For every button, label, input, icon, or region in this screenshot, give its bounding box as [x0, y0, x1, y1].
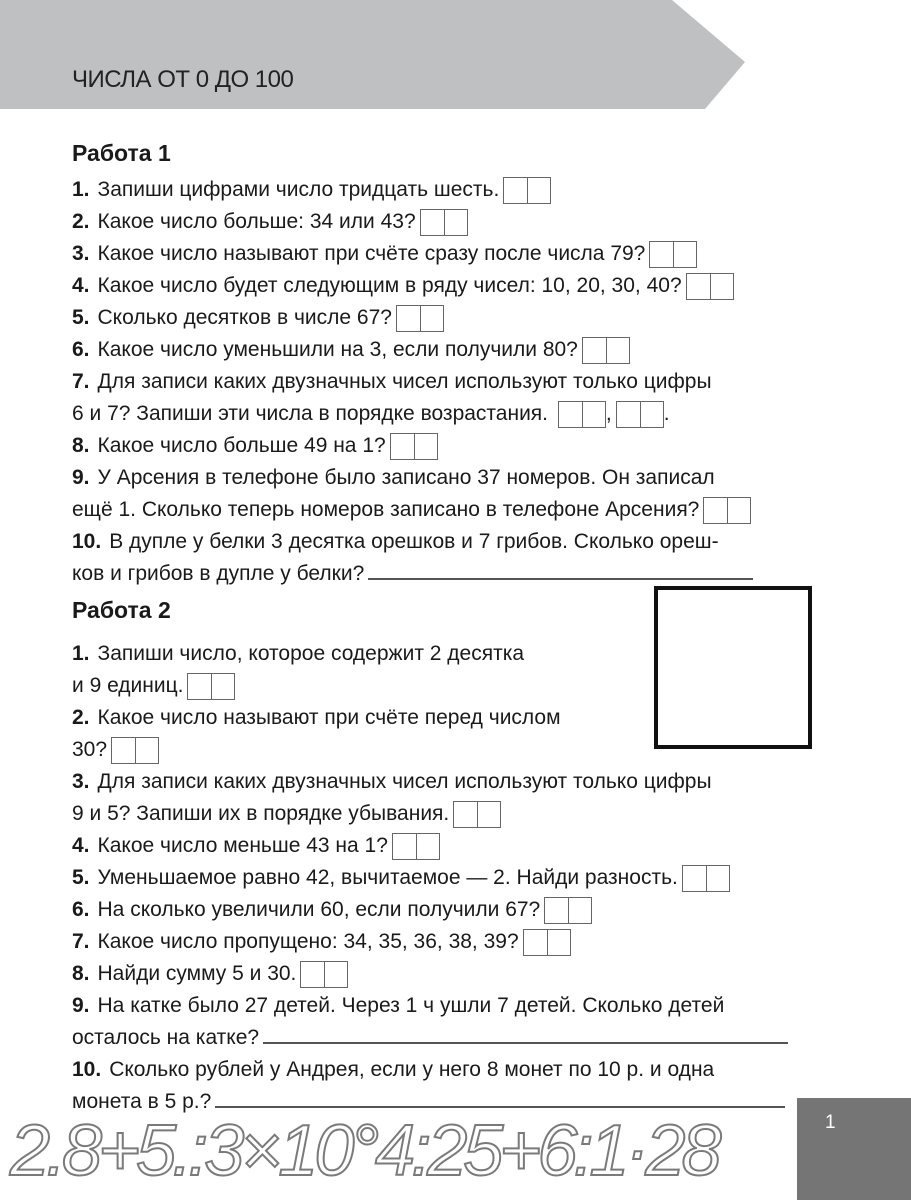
- answer-box[interactable]: [703, 497, 751, 524]
- w1-q10: 10. В дупле у белки 3 десятка орешков и 7 грибов. Сколько ореш-: [72, 530, 719, 553]
- answer-box[interactable]: [582, 337, 630, 364]
- w1-q4: 4. Какое число будет следующим в ряду чисел: 10, 20, 30, 40?: [72, 272, 734, 300]
- w2-q7: 7. Какое число пропущено: 34, 35, 36, 38, 39?: [72, 928, 571, 956]
- answer-box[interactable]: [390, 433, 438, 460]
- work-2-heading: Работа 2: [72, 597, 171, 623]
- w2-q8: 8. Найди сумму 5 и 30.: [72, 960, 348, 988]
- answer-box[interactable]: [392, 833, 440, 860]
- answer-box[interactable]: [420, 209, 468, 236]
- answer-box[interactable]: [544, 897, 592, 924]
- decorative-digits: 2.8+5.:3×10°4:25+6:1·28: [10, 1111, 718, 1191]
- answer-box[interactable]: [558, 401, 606, 428]
- page-number-tab: [797, 1098, 911, 1200]
- w1-q5: 5. Сколько десятков в числе 67?: [72, 304, 444, 332]
- answer-box[interactable]: [111, 737, 159, 764]
- w1-q2: 2. Какое число больше: 34 или 43?: [72, 208, 468, 236]
- answer-box[interactable]: [187, 673, 235, 700]
- w2-q1-cont: и 9 единиц.: [72, 672, 235, 700]
- answer-box[interactable]: [503, 177, 551, 204]
- w2-q3: 3. Для записи каких двузначных чисел используют только цифры: [72, 770, 712, 793]
- w2-q1: 1. Запиши число, которое содержит 2 десятка: [72, 642, 525, 665]
- w2-q5: 5. Уменьшаемое равно 42, вычитаемое — 2. Найди разность.: [72, 864, 730, 892]
- answer-line[interactable]: [368, 578, 753, 580]
- w1-q9: 9. У Арсения в телефоне было записано 37 номеров. Он записал: [72, 466, 715, 489]
- answer-box[interactable]: [682, 865, 730, 892]
- w2-q10-cont: монета в 5 р.?: [72, 1088, 785, 1116]
- w2-q2-cont: 30?: [72, 736, 159, 764]
- w1-q8: 8. Какое число больше 49 на 1?: [72, 432, 438, 460]
- w1-q7: 7. Для записи каких двузначных чисел используют только цифры: [72, 370, 712, 393]
- section-title: ЧИСЛА ОТ 0 ДО 100: [72, 66, 294, 93]
- w1-q9-cont: ещё 1. Сколько теперь номеров записано в телефоне Арсения?: [72, 496, 751, 524]
- w1-q3: 3. Какое число называют при счёте сразу после числа 79?: [72, 240, 697, 268]
- answer-box[interactable]: [616, 401, 664, 428]
- w2-q4: 4. Какое число меньше 43 на 1?: [72, 832, 440, 860]
- w1-q7-cont: 6 и 7? Запиши эти числа в порядке возрастания. , .: [72, 400, 670, 428]
- answer-box[interactable]: [523, 929, 571, 956]
- w1-q1: 1. Запиши цифрами число тридцать шесть.: [72, 176, 551, 204]
- answer-box[interactable]: [453, 801, 501, 828]
- w2-q2: 2. Какое число называют при счёте перед числом: [72, 706, 561, 729]
- answer-box[interactable]: [686, 273, 734, 300]
- answer-line[interactable]: [215, 1106, 785, 1108]
- w1-q6: 6. Какое число уменьшили на 3, если получили 80?: [72, 336, 630, 364]
- grade-box[interactable]: [654, 586, 812, 749]
- w2-q3-cont: 9 и 5? Запиши их в порядке убывания.: [72, 800, 501, 828]
- w2-q6: 6. На сколько увеличили 60, если получили 67?: [72, 896, 592, 924]
- w2-q9-cont: осталось на катке?: [72, 1024, 788, 1052]
- answer-line[interactable]: [263, 1042, 788, 1044]
- w2-q10: 10. Сколько рублей у Андрея, если у него 8 монет по 10 р. и одна: [72, 1058, 715, 1081]
- page-number: 1: [825, 1112, 836, 1133]
- answer-box[interactable]: [396, 305, 444, 332]
- w1-q10-cont: ков и грибов в дупле у белки?: [72, 560, 753, 588]
- answer-box[interactable]: [300, 961, 348, 988]
- work-1-heading: Работа 1: [72, 140, 171, 166]
- answer-box[interactable]: [649, 241, 697, 268]
- w2-q9: 9. На катке было 27 детей. Через 1 ч ушли 7 детей. Сколько детей: [72, 994, 725, 1017]
